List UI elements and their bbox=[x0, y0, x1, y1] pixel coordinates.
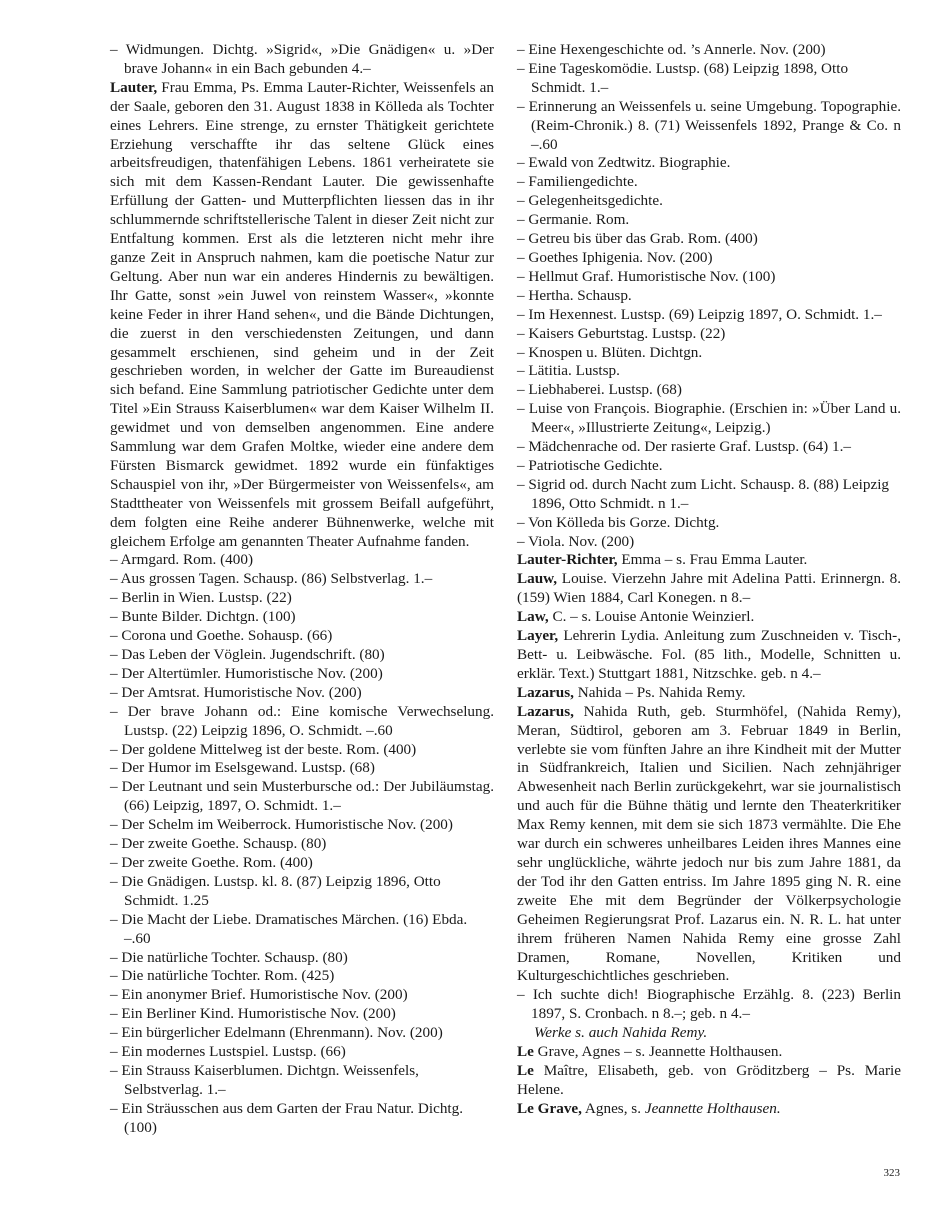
work-item: – Hellmut Graf. Humoristische Nov. (100) bbox=[517, 267, 776, 285]
work-item: – Berlin in Wien. Lustsp. (22) bbox=[110, 589, 292, 607]
work-item: – Der zweite Goethe. Rom. (400) bbox=[110, 853, 313, 871]
entry-lauter-richter bbox=[517, 551, 901, 570]
work-item: – Der Schelm im Weiberrock. Humoristische Nov. (200) bbox=[110, 816, 453, 834]
work-item: – Ein bürgerlicher Edelmann (Ehrenmann). Nov. (200) bbox=[110, 1024, 443, 1042]
entry-name: Layer, bbox=[517, 627, 559, 645]
entry-name: Le bbox=[517, 1061, 534, 1079]
works-list bbox=[110, 551, 494, 1137]
work-item: – Goethes Iphigenia. Nov. (200) bbox=[517, 248, 713, 266]
entry-lazarus-nahida bbox=[517, 684, 901, 703]
work-item: – Im Hexennest. Lustsp. (69) Leipzig 1897, O. Schmidt. 1.– bbox=[517, 305, 882, 323]
entry-lauter bbox=[110, 79, 494, 552]
work-item: – Viola. Nov. (200) bbox=[517, 532, 635, 550]
work-item: – Ich suchte dich! Biographische Erzählg. 8. (223) Berlin 1897, S. Cronbach. n 8.–; geb. n 4.– bbox=[517, 986, 901, 1023]
work-item: – Armgard. Rom. (400) bbox=[110, 551, 253, 569]
work-item: – Familiengedichte. bbox=[517, 173, 638, 191]
work-item: – Von Kölleda bis Gorze. Dichtg. bbox=[517, 513, 720, 531]
entry-le-maitre bbox=[517, 1062, 901, 1100]
entry-reference: Jeannette Holthausen. bbox=[644, 1099, 781, 1117]
work-item: – Hertha. Schausp. bbox=[517, 286, 632, 304]
entry-name: Law, bbox=[517, 608, 549, 626]
work-item: – Mädchenrache od. Der rasierte Graf. Lustsp. (64) 1.– bbox=[517, 438, 851, 456]
work-item: – Getreu bis über das Grab. Rom. (400) bbox=[517, 230, 758, 248]
work-item: – Ewald von Zedtwitz. Biographie. bbox=[517, 154, 731, 172]
entry-text: Nahida Ruth, geb. Sturmhöfel, (Nahida Remy), Meran, Südtirol, geboren am 3. Februar 1849 in Berlin, verlebte sie vom fünften Jahre an ihre Kindheit mit der Mutter in Südfrankreich, Italien und Sicilien. Nach zehnjähriger Abwesenheit nach Berlin zurückgekehrt, war sie journalistisch und auch für die Bühne thätig und lernte den Theaterkritiker Max Remy kennen, mit dem sie sich 1873 vermählte. Die Ehe war durch ein schweres unheilbares Leiden ihres Mannes eine sehr unglückliche, währte jedoch nur bis zum Jahre 1881, da der Tod ihr den Gatten entriss. Im Jahre 1895 ging N. R. eine zweite Ehe mit dem Begründer der Völkerpsychologie Geheimen Regierungsrat Prof. Lazarus ein. N. R. L. hat unter ihrem früheren Namen Nahida Remy eine grosse Zahl Dramen, Romane, Novellen, Kritiken und Kulturgeschichtliches geschrieben. bbox=[517, 702, 901, 985]
entry-name: Le bbox=[517, 1043, 534, 1061]
work-item: – Der zweite Goethe. Schausp. (80) bbox=[110, 835, 327, 853]
work-item: – Liebhaberei. Lustsp. (68) bbox=[517, 381, 682, 399]
work-item: – Aus grossen Tagen. Schausp. (86) Selbstverlag. 1.– bbox=[110, 570, 433, 588]
work-item: – Ein anonymer Brief. Humoristische Nov. (200) bbox=[110, 986, 408, 1004]
entry-name: Lauter, bbox=[110, 78, 158, 96]
entry-text: Louise. Vierzehn Jahre mit Adelina Patti. Erinnergn. 8. (159) Wien 1884, Carl Konegen. n 8.– bbox=[517, 570, 901, 607]
work-item: – Der goldene Mittelweg ist der beste. Rom. (400) bbox=[110, 740, 417, 758]
work-item: – Ein Sträusschen aus dem Garten der Frau Natur. Dichtg. (100) bbox=[110, 1099, 464, 1136]
entry-lauw bbox=[517, 570, 901, 608]
work-item: – Die Gnädigen. Lustsp. kl. 8. (87) Leipzig 1896, Otto Schmidt. 1.25 bbox=[110, 872, 441, 909]
work-item: – Ein Berliner Kind. Humoristische Nov. (200) bbox=[110, 1005, 396, 1023]
work-item: – Eine Hexengeschichte od. ’s Annerle. Nov. (200) bbox=[517, 41, 826, 58]
entry-name: Lazarus, bbox=[517, 683, 574, 701]
works-note: Werke s. auch Nahida Remy. bbox=[534, 1024, 708, 1042]
work-item: – Knospen u. Blüten. Dichtgn. bbox=[517, 343, 703, 361]
entry-le-grave bbox=[517, 1043, 901, 1062]
work-item: – Der Leutnant und sein Musterbursche od.: Der Jubiläumstag. (66) Leipzig, 1897, O. Schmidt. 1.– bbox=[110, 778, 494, 815]
entry-text: Lehrerin Lydia. Anleitung zum Zuschneiden v. Tisch-, Bett- u. Leibwäsche. Fol. (85 lith., Modelle, Schnitten u. erklär. Text.) Stuttgart 1881, Nitzschke. geb. n 4.– bbox=[517, 627, 901, 682]
entry-text: Frau Emma, Ps. Emma Lauter-Richter, Weissenfels an der Saale, geboren den 31. August 1838 in Kölleda als Tochter eines Lehrers. Eine strenge, zu ernster Thätigkeit gerichtete Erziehung verschaffte ihr das seltene Glück eines arbeitsfreudigen, thatenfähigen Lebens. 1861 verheiratete sie sich mit dem Kassen-Rendant Lauter. Die gewissenhafte Erfüllung der Gatten- und Mutterpflichten liessen das in ihr schlummernde schriftstellerische Talent in dieser Zeit nicht zur Entfaltung kommen. Erst als die letzteren nicht mehr ihre ganze Zeit in Anspruch nahmen, kam die poetische Natur zur Geltung. Aber nun war ein anderes Hindernis zu bewältigen. Ihr Gatte, sonst »ein Juwel von reinstem Wasser«, »konnte keine Feder in ihrer Hand sehen«, und die Bände Dichtungen, die zuerst in den verschiedensten Zeitungen, und dann gesammelt erschienen, sind geheim und in der Zeit geschrieben worden, in welcher der Gatte im Bureaudienst sich befand. Eine Sammlung patriotischer Gedichte unter dem Titel »Ein Strauss Kaiserblumen« war dem Kaiser Wilhelm II. gewidmet und von demselben angenommen. Eine andere Sammlung war dem Grafen Moltke, wieder eine andere dem Fürsten Bismarck gewidmet. 1892 wurde ein fünfaktiges Schauspiel von ihr, »Der Bürgermeister von Weissenfels«, am Stadttheater von Weissenfels mit grossem Beifall aufgeführt, dem folgten eine Reihe anderer Bühnenwerke, welche mit gleichem Erfolge am genannten Theater Aufnahme fanden. bbox=[110, 78, 494, 550]
work-item: – Ein Strauss Kaiserblumen. Dichtgn. Weissenfels, Selbstverlag. 1.– bbox=[110, 1061, 419, 1098]
work-item: – Der Humor im Eselsgewand. Lustsp. (68) bbox=[110, 759, 375, 777]
work-item: – Corona und Goethe. Sohausp. (66) bbox=[110, 627, 333, 645]
work-item: – Die natürliche Tochter. Schausp. (80) bbox=[110, 948, 348, 966]
entry-widmungen: – Widmungen. Dichtg. »Sigrid«, »Die Gnädigen« u. »Der brave Johann« in ein Bach gebunden 4.– bbox=[110, 41, 494, 77]
works-list bbox=[517, 41, 901, 551]
work-item: – Germanie. Rom. bbox=[517, 211, 630, 229]
entry-text: C. – s. Louise Antonie Weinzierl. bbox=[548, 608, 755, 626]
work-item: – Lätitia. Lustsp. bbox=[517, 362, 620, 380]
entry-name: Lauter-Richter, bbox=[517, 551, 618, 569]
work-item: – Patriotische Gedichte. bbox=[517, 456, 663, 474]
entry-le-grave-agnes bbox=[517, 1100, 901, 1119]
work-item: – Der brave Johann od.: Eine komische Verwechselung. Lustsp. (22) Leipzig 1896, O. Schmidt. –.60 bbox=[110, 702, 494, 739]
entry-text: Emma – s. Frau Emma Lauter. bbox=[617, 551, 808, 569]
entry-text: Nahida – Ps. Nahida Remy. bbox=[573, 683, 746, 701]
work-item: – Sigrid od. durch Nacht zum Licht. Schausp. 8. (88) Leipzig 1896, Otto Schmidt. n 1.– bbox=[517, 475, 890, 512]
work-item: – Die natürliche Tochter. Rom. (425) bbox=[110, 967, 335, 985]
page-number: 323 bbox=[883, 1167, 900, 1179]
entry-text: Maître, Elisabeth, geb. von Gröditzberg – Ps. Marie Helene. bbox=[517, 1061, 901, 1098]
work-item: – Ein modernes Lustspiel. Lustsp. (66) bbox=[110, 1043, 346, 1061]
entry-name: Lazarus, bbox=[517, 702, 574, 720]
right-column bbox=[517, 41, 901, 1119]
work-item: – Eine Tageskomödie. Lustsp. (68) Leipzig 1898, Otto Schmidt. 1.– bbox=[517, 59, 849, 96]
work-item: – Der Altertümler. Humoristische Nov. (200) bbox=[110, 664, 383, 682]
work-item: – Erinnerung an Weissenfels u. seine Umgebung. Topographie. (Reim-Chronik.) 8. (71) Weissenfels 1892, Prange & Co. n –.60 bbox=[517, 97, 901, 153]
entry-name: Le Grave, bbox=[517, 1099, 582, 1117]
entry-lazarus-nahida-ruth bbox=[517, 703, 901, 987]
work-item: – Kaisers Geburtstag. Lustsp. (22) bbox=[517, 324, 726, 342]
work-item: – Luise von François. Biographie. (Erschien in: »Über Land u. Meer«, »Illustrierte Zeitung«, Leipzig.) bbox=[517, 400, 901, 437]
entry-law bbox=[517, 608, 901, 627]
entry-layer bbox=[517, 627, 901, 684]
entry-text: Grave, Agnes – s. Jeannette Holthausen. bbox=[533, 1043, 783, 1061]
work-item: – Gelegenheitsgedichte. bbox=[517, 192, 663, 210]
entry-text: Agnes, s. bbox=[581, 1099, 645, 1117]
work-item: – Bunte Bilder. Dichtgn. (100) bbox=[110, 608, 296, 626]
work-item: – Der Amtsrat. Humoristische Nov. (200) bbox=[110, 683, 362, 701]
work-item: – Die Macht der Liebe. Dramatisches Märchen. (16) Ebda. –.60 bbox=[110, 910, 468, 947]
work-item: – Das Leben der Vöglein. Jugendschrift. (80) bbox=[110, 646, 385, 663]
entry-name: Lauw, bbox=[517, 570, 558, 588]
left-column bbox=[110, 41, 494, 1138]
